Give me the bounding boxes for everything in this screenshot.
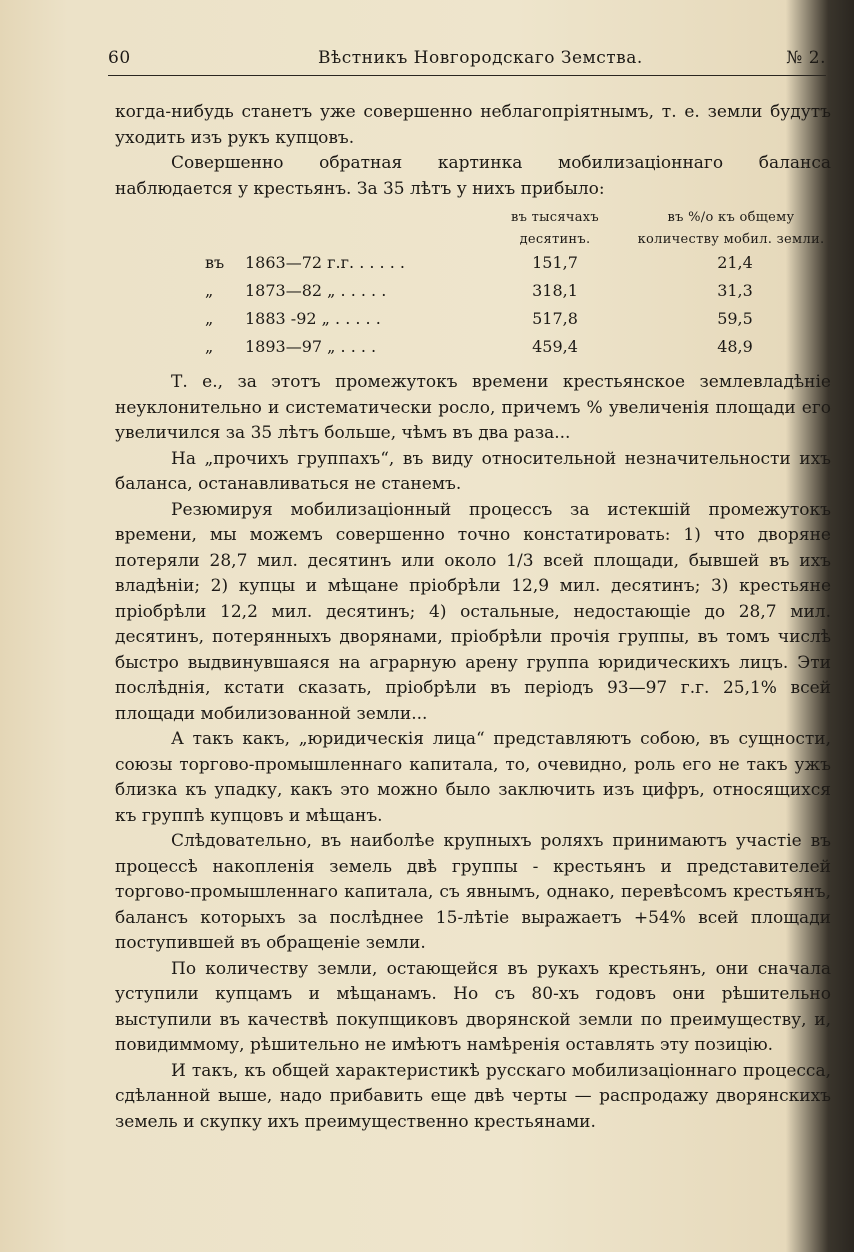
row-thousands: 517,8 — [532, 309, 578, 328]
paragraph: Слѣдовательно, въ наиболѣе крупныхъ роляхъ принимаютъ участіе въ процессѣ накопленія земель двѣ группы - крестьянъ и представителей торгово-промышленнаго капитала, съ явнымъ, однако, перевѣсомъ крестьянъ, балансъ которыхъ за послѣднее 15-лѣтіе выражаетъ +54% всей площади поступившей въ обращеніе земли. — [115, 831, 831, 953]
paragraph: По количеству земли, остающейся въ рукахъ крестьянъ, они сначала уступили купцамъ и мѣщанамъ. Но съ 80-хъ годовъ они рѣшительно выступили въ качествѣ покупщиковъ дворянской земли по преимуществу, и, повидиммому, рѣшительно не имѣютъ намѣренія оставлять эту позицію. — [115, 958, 831, 1055]
table-header-percent: въ %/o къ общему количеству мобил. земли. — [637, 210, 825, 247]
paragraph: Резюмируя мобилизаціонный процессъ за истекшій промежутокъ времени, мы можемъ совершенно точно констатировать: 1) что дворяне потеряли 28,7 мил. десятинъ или около 1/3 всей площади, бывшей въ ихъ владѣніи; 2) купцы и мѣщане пріобрѣли 12,9 мил. десятинъ; 3) крестьяне пріобрѣли 12,2 мил. десятинъ; 4) остальные, недостающіе до 28,7 мил. десятинъ, потерянныхъ дворянами, пріобрѣли прочія группы, въ томъ числѣ быстро выдвинувшаяся на аграрную арену группа юридическихъ лицъ. Эти послѣднія, кстати сказать, пріобрѣли въ періодъ 93—97 г.г. 25,1% всей площади мобилизованной земли... — [115, 499, 831, 724]
row-period: 1893—97 „ . . . . — [245, 337, 377, 356]
issue-number: № 2. — [786, 48, 826, 68]
body-text — [115, 100, 831, 1135]
table-header-thousands: въ тысячахъ десятинъ. — [511, 210, 599, 247]
row-prefix: „ — [205, 281, 214, 300]
table-row — [115, 250, 831, 275]
peasant-land-table — [115, 202, 831, 370]
header-rule — [108, 75, 826, 76]
paragraph: На „прочихъ группахъ“, въ виду относительной незначительности ихъ баланса, останавливаться не станемъ. — [115, 448, 831, 494]
row-percent: 31,3 — [717, 281, 753, 300]
row-percent: 59,5 — [717, 309, 753, 328]
row-thousands: 459,4 — [532, 337, 578, 356]
row-thousands: 151,7 — [532, 253, 578, 272]
row-percent: 21,4 — [717, 253, 753, 272]
table-row — [115, 306, 831, 331]
row-period: 1883 -92 „ . . . . . — [245, 309, 381, 328]
table-row — [115, 334, 831, 359]
paragraph: Т. е., за этотъ промежутокъ времени крестьянское землевладѣніе неуклонительно и систематически росло, причемъ % увеличенія площади его увеличился за 35 лѣтъ больше, чѣмъ въ два раза... — [115, 372, 831, 443]
row-prefix: въ — [205, 253, 225, 272]
page-number: 60 — [108, 48, 131, 68]
paragraph: когда-нибудь станетъ уже совершенно неблагопріятнымъ, т. е. земли будутъ уходить изъ рукъ купцовъ. — [115, 102, 831, 148]
page-header — [108, 48, 826, 78]
row-period: 1863—72 г.г. . . . . . — [245, 253, 405, 272]
paragraph: Совершенно обратная картинка мобилизаціоннаго баланса наблюдается у крестьянъ. За 35 лѣтъ у нихъ прибыло: — [115, 153, 831, 199]
table-row — [115, 278, 831, 303]
row-thousands: 318,1 — [532, 281, 578, 300]
row-period: 1873—82 „ . . . . . — [245, 281, 387, 300]
row-prefix: „ — [205, 309, 214, 328]
paragraph: И такъ, къ общей характеристикѣ русскаго мобилизаціоннаго процесса, сдѣланной выше, надо прибавить еще двѣ черты — распродажу дворянскихъ земель и скупку ихъ преимущественно крестьянами. — [115, 1060, 831, 1132]
journal-title: Вѣстникъ Новгородскаго Земства. — [318, 48, 643, 68]
paragraph: А такъ какъ, „юридическія лица“ представляютъ собою, въ сущности, союзы торгово-промышленнаго капитала, то, очевидно, роль его не такъ ужъ близка къ упадку, какъ это можно было заключить изъ цифръ, относящихся къ группѣ купцовъ и мѣщанъ. — [115, 729, 831, 826]
row-percent: 48,9 — [717, 337, 753, 356]
row-prefix: „ — [205, 337, 214, 356]
